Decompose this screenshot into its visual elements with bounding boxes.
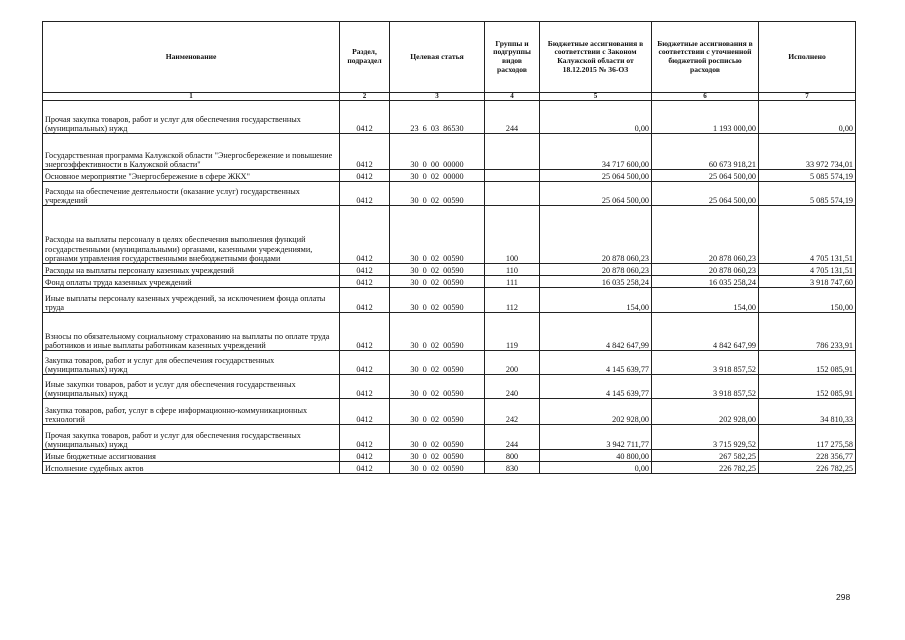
row-expense-group-cell: [485, 182, 540, 206]
row-name-cell: Фонд оплаты труда казенных учреждений: [43, 276, 340, 288]
row-executed-amount-cell: 4 705 131,51: [759, 264, 856, 276]
row-expense-group-cell: [485, 170, 540, 182]
table-row: [43, 288, 856, 313]
row-refined-amount-cell: 154,00: [652, 288, 759, 313]
row-target-article-cell: 30 0 02 00000: [390, 170, 485, 182]
row-law-amount-cell: 25 064 500,00: [540, 170, 652, 182]
header-target-article: Целевая статья: [390, 22, 485, 93]
row-refined-amount-cell: 267 582,25: [652, 450, 759, 462]
row-law-amount-cell: 34 717 600,00: [540, 134, 652, 170]
row-refined-amount-cell: 16 035 258,24: [652, 276, 759, 288]
row-executed-amount-cell: 4 705 131,51: [759, 206, 856, 264]
table-row: [43, 101, 856, 134]
row-law-amount-cell: 4 842 647,99: [540, 313, 652, 351]
row-expense-group-cell: 800: [485, 450, 540, 462]
row-law-amount-cell: 4 145 639,77: [540, 351, 652, 375]
row-refined-amount-cell: 1 193 000,00: [652, 101, 759, 134]
row-section-cell: 0412: [340, 351, 390, 375]
row-section-cell: 0412: [340, 264, 390, 276]
table-row: [43, 351, 856, 375]
row-law-amount-cell: 16 035 258,24: [540, 276, 652, 288]
row-section-cell: 0412: [340, 399, 390, 425]
row-name-cell: Закупка товаров, работ, услуг в сфере информационно-коммуникационных технологий: [43, 399, 340, 425]
budget-execution-table: [42, 21, 856, 474]
row-law-amount-cell: 4 145 639,77: [540, 375, 652, 399]
table-row: [43, 206, 856, 264]
column-number: 1: [43, 93, 340, 101]
row-expense-group-cell: 119: [485, 313, 540, 351]
table-row: [43, 276, 856, 288]
row-refined-amount-cell: 3 918 857,52: [652, 375, 759, 399]
column-number: 4: [485, 93, 540, 101]
row-refined-amount-cell: 25 064 500,00: [652, 170, 759, 182]
row-law-amount-cell: 20 878 060,23: [540, 206, 652, 264]
row-section-cell: 0412: [340, 450, 390, 462]
row-expense-group-cell: 244: [485, 101, 540, 134]
row-law-amount-cell: 3 942 711,77: [540, 425, 652, 450]
table-row: [43, 313, 856, 351]
table-row: [43, 170, 856, 182]
row-section-cell: 0412: [340, 375, 390, 399]
table-row: [43, 425, 856, 450]
row-executed-amount-cell: 226 782,25: [759, 462, 856, 474]
row-target-article-cell: 30 0 02 00590: [390, 399, 485, 425]
row-expense-group-cell: 112: [485, 288, 540, 313]
row-name-cell: Прочая закупка товаров, работ и услуг для обеспечения государственных (муниципальных) нужд: [43, 101, 340, 134]
row-executed-amount-cell: 786 233,91: [759, 313, 856, 351]
table-row: [43, 375, 856, 399]
row-executed-amount-cell: 34 810,33: [759, 399, 856, 425]
table-row: [43, 399, 856, 425]
row-law-amount-cell: 40 800,00: [540, 450, 652, 462]
row-section-cell: 0412: [340, 276, 390, 288]
row-target-article-cell: 30 0 00 00000: [390, 134, 485, 170]
row-target-article-cell: 30 0 02 00590: [390, 462, 485, 474]
row-target-article-cell: 30 0 02 00590: [390, 264, 485, 276]
row-target-article-cell: 30 0 02 00590: [390, 182, 485, 206]
column-number: 7: [759, 93, 856, 101]
row-section-cell: 0412: [340, 288, 390, 313]
row-executed-amount-cell: 150,00: [759, 288, 856, 313]
column-number-row: [43, 93, 856, 101]
row-name-cell: Расходы на выплаты персоналу казенных учреждений: [43, 264, 340, 276]
column-number: 2: [340, 93, 390, 101]
row-name-cell: Взносы по обязательному социальному страхованию на выплаты по оплате труда работников и иные выплаты работникам казенных учреждений: [43, 313, 340, 351]
row-name-cell: Иные бюджетные ассигнования: [43, 450, 340, 462]
row-refined-amount-cell: 20 878 060,23: [652, 264, 759, 276]
row-name-cell: Исполнение судебных актов: [43, 462, 340, 474]
row-target-article-cell: 30 0 02 00590: [390, 450, 485, 462]
row-section-cell: 0412: [340, 206, 390, 264]
row-refined-amount-cell: 3 918 857,52: [652, 351, 759, 375]
row-section-cell: 0412: [340, 134, 390, 170]
row-law-amount-cell: 202 928,00: [540, 399, 652, 425]
column-number: 5: [540, 93, 652, 101]
row-executed-amount-cell: 117 275,58: [759, 425, 856, 450]
row-section-cell: 0412: [340, 425, 390, 450]
row-executed-amount-cell: 3 918 747,60: [759, 276, 856, 288]
row-refined-amount-cell: 25 064 500,00: [652, 182, 759, 206]
row-section-cell: 0412: [340, 462, 390, 474]
row-name-cell: Расходы на обеспечение деятельности (оказание услуг) государственных учреждений: [43, 182, 340, 206]
row-name-cell: Иные выплаты персоналу казенных учреждений, за исключением фонда оплаты труда: [43, 288, 340, 313]
row-expense-group-cell: [485, 134, 540, 170]
row-section-cell: 0412: [340, 170, 390, 182]
row-target-article-cell: 30 0 02 00590: [390, 313, 485, 351]
row-executed-amount-cell: 0,00: [759, 101, 856, 134]
row-law-amount-cell: 0,00: [540, 101, 652, 134]
row-expense-group-cell: 110: [485, 264, 540, 276]
column-number: 3: [390, 93, 485, 101]
row-section-cell: 0412: [340, 101, 390, 134]
row-law-amount-cell: 20 878 060,23: [540, 264, 652, 276]
table-row: [43, 182, 856, 206]
row-executed-amount-cell: 33 972 734,01: [759, 134, 856, 170]
row-section-cell: 0412: [340, 313, 390, 351]
row-law-amount-cell: 154,00: [540, 288, 652, 313]
row-expense-group-cell: 830: [485, 462, 540, 474]
row-target-article-cell: 30 0 02 00590: [390, 351, 485, 375]
page-number: 298: [836, 592, 851, 602]
row-name-cell: Прочая закупка товаров, работ и услуг для обеспечения государственных (муниципальных) нужд: [43, 425, 340, 450]
row-name-cell: Основное мероприятие "Энергосбережение в сфере ЖКХ": [43, 170, 340, 182]
row-expense-group-cell: 111: [485, 276, 540, 288]
row-refined-amount-cell: 60 673 918,21: [652, 134, 759, 170]
row-refined-amount-cell: 20 878 060,23: [652, 206, 759, 264]
row-target-article-cell: 30 0 02 00590: [390, 206, 485, 264]
row-refined-amount-cell: 3 715 929,52: [652, 425, 759, 450]
header-expense-groups: Группы и подгруппы видов расходов: [485, 22, 540, 93]
row-name-cell: Расходы на выплаты персоналу в целях обеспечения выполнения функций государственными (муниципальными) органами, казенными учреждениями, органами управления государственными внебюджетными фондами: [43, 206, 340, 264]
header-name: Наименование: [43, 22, 340, 93]
row-expense-group-cell: 100: [485, 206, 540, 264]
row-expense-group-cell: 200: [485, 351, 540, 375]
row-law-amount-cell: 0,00: [540, 462, 652, 474]
row-target-article-cell: 30 0 02 00590: [390, 288, 485, 313]
table-row: [43, 134, 856, 170]
row-target-article-cell: 23 6 03 86530: [390, 101, 485, 134]
row-executed-amount-cell: 152 085,91: [759, 375, 856, 399]
header-refined-allocations: Бюджетные ассигнования в соответствии с уточненной бюджетной росписью расходов: [652, 22, 759, 93]
header-section: Раздел, подраздел: [340, 22, 390, 93]
row-refined-amount-cell: 202 928,00: [652, 399, 759, 425]
table-row: [43, 264, 856, 276]
row-executed-amount-cell: 5 085 574,19: [759, 182, 856, 206]
table-row: [43, 450, 856, 462]
row-executed-amount-cell: 5 085 574,19: [759, 170, 856, 182]
row-target-article-cell: 30 0 02 00590: [390, 375, 485, 399]
row-law-amount-cell: 25 064 500,00: [540, 182, 652, 206]
row-name-cell: Иные закупки товаров, работ и услуг для обеспечения государственных (муниципальных) нужд: [43, 375, 340, 399]
header-executed: Исполнено: [759, 22, 856, 93]
row-refined-amount-cell: 226 782,25: [652, 462, 759, 474]
row-refined-amount-cell: 4 842 647,99: [652, 313, 759, 351]
row-name-cell: Закупка товаров, работ и услуг для обеспечения государственных (муниципальных) нужд: [43, 351, 340, 375]
row-section-cell: 0412: [340, 182, 390, 206]
header-row: [43, 22, 856, 93]
header-law-allocations: Бюджетные ассигнования в соответствии с Законом Калужской области от 18.12.2015 № 36-ОЗ: [540, 22, 652, 93]
row-executed-amount-cell: 152 085,91: [759, 351, 856, 375]
column-number: 6: [652, 93, 759, 101]
row-target-article-cell: 30 0 02 00590: [390, 276, 485, 288]
row-expense-group-cell: 242: [485, 399, 540, 425]
row-name-cell: Государственная программа Калужской области "Энергосбережение и повышение энергоэффективности в Калужской области": [43, 134, 340, 170]
row-expense-group-cell: 244: [485, 425, 540, 450]
row-target-article-cell: 30 0 02 00590: [390, 425, 485, 450]
row-expense-group-cell: 240: [485, 375, 540, 399]
row-executed-amount-cell: 228 356,77: [759, 450, 856, 462]
table-row: [43, 462, 856, 474]
